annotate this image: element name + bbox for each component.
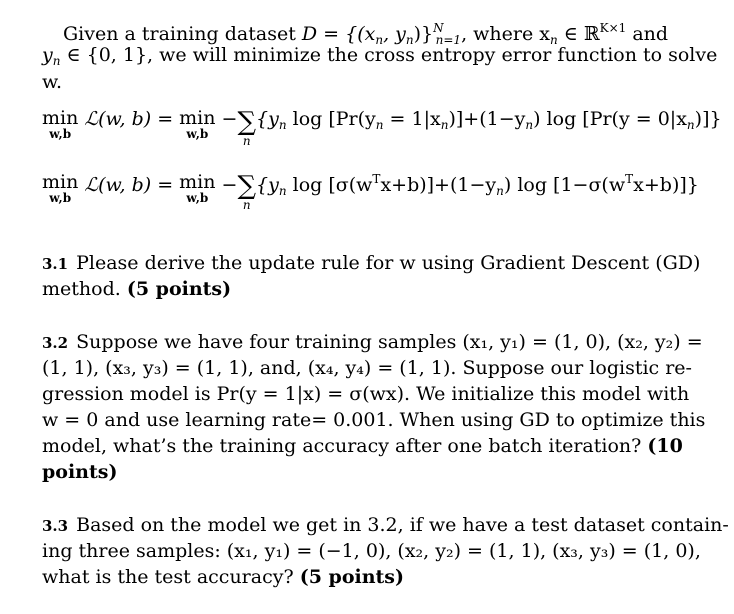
section-3-2-line-3: gression model is Pr(y = 1|x) = σ(wx). We initialize this model with	[42, 383, 690, 405]
intro-and: and	[632, 23, 669, 45]
section-3-3-line-1: 3.3 Based on the model we get in 3.2, if we have a test dataset contain-	[42, 514, 729, 536]
intro-line-1: Given a training dataset $D = \{(x_n$, $y_n)\}^N_{n=1}$, where $x_n$ ∈ ℝ$^{K\times 1}$ and	[63, 21, 669, 47]
dataset-expression: D = {(x	[301, 23, 376, 45]
y-var: y	[42, 44, 53, 66]
real-space: ∈ ℝ	[563, 23, 600, 45]
points-label: (5 points)	[126, 278, 232, 300]
intro-text: Given a training dataset	[63, 23, 302, 45]
points-label: (10	[647, 435, 683, 457]
equation-2: min w,b ℒ(w, b) = min w,b −∑ n {$y_n$ $\log [\sigma(w^Tx+b)]+(1-y_n)$ $\log [1-\sigma(w^Tx+b)]$}	[42, 171, 699, 212]
section-3-2-line-6	[42, 460, 117, 484]
intro-line-2: $y_n$ ∈ {0, 1}, we will minimize the cross entropy error function to solve	[42, 44, 718, 68]
section-number: 3.1	[42, 255, 69, 273]
section-number: 3.2	[42, 334, 69, 352]
dimension: K×1	[599, 21, 627, 35]
section-3-3-line-2: ing three samples: (x₁, y₁) = (−1, 0), (x₂, y₂) = (1, 1), (x₃, y₃) = (1, 0),	[42, 540, 701, 562]
section-3-1-line-1: 3.1 Please derive the update rule for w using Gradient Descent (GD)	[42, 252, 701, 274]
equation-1: min w,b ℒ(w, b) = min w,b −∑ n {$y_n$ $\log [Pr(y_n = 1|x_n)]+(1-y_n)$ $\log [Pr(y = 0|x_n)]$}	[42, 107, 722, 148]
points-label-cont: points)	[42, 461, 118, 483]
intro-line-3	[42, 70, 62, 94]
section-3-2-line-1: 3.2 Suppose we have four training samples (x₁, y₁) = (1, 0), (x₂, y₂) =	[42, 331, 703, 353]
section-3-3-line-3: what is the test accuracy? (5 points)	[42, 566, 404, 588]
section-number: 3.3	[42, 517, 69, 535]
points-label: (5 points)	[299, 566, 404, 588]
section-3-2-line-4: w = 0 and use learning rate= 0.001. When using GD to optimize this	[42, 409, 706, 431]
section-3-2-line-5: model, what’s the training accuracy after one batch iteration? (10	[42, 435, 683, 457]
section-3-1-line-2: method. (5 points)	[42, 278, 232, 300]
intro-text-2: ∈ {0, 1}, we will minimize the cross entropy error function to solve	[66, 44, 718, 66]
intro-text-3: w.	[42, 71, 63, 93]
intro-text-mid: , where x	[461, 23, 550, 45]
section-3-2-line-2: (1, 1), (x₃, y₃) = (1, 1), and, (x₄, y₄) = (1, 1). Suppose our logistic re-	[42, 357, 692, 379]
